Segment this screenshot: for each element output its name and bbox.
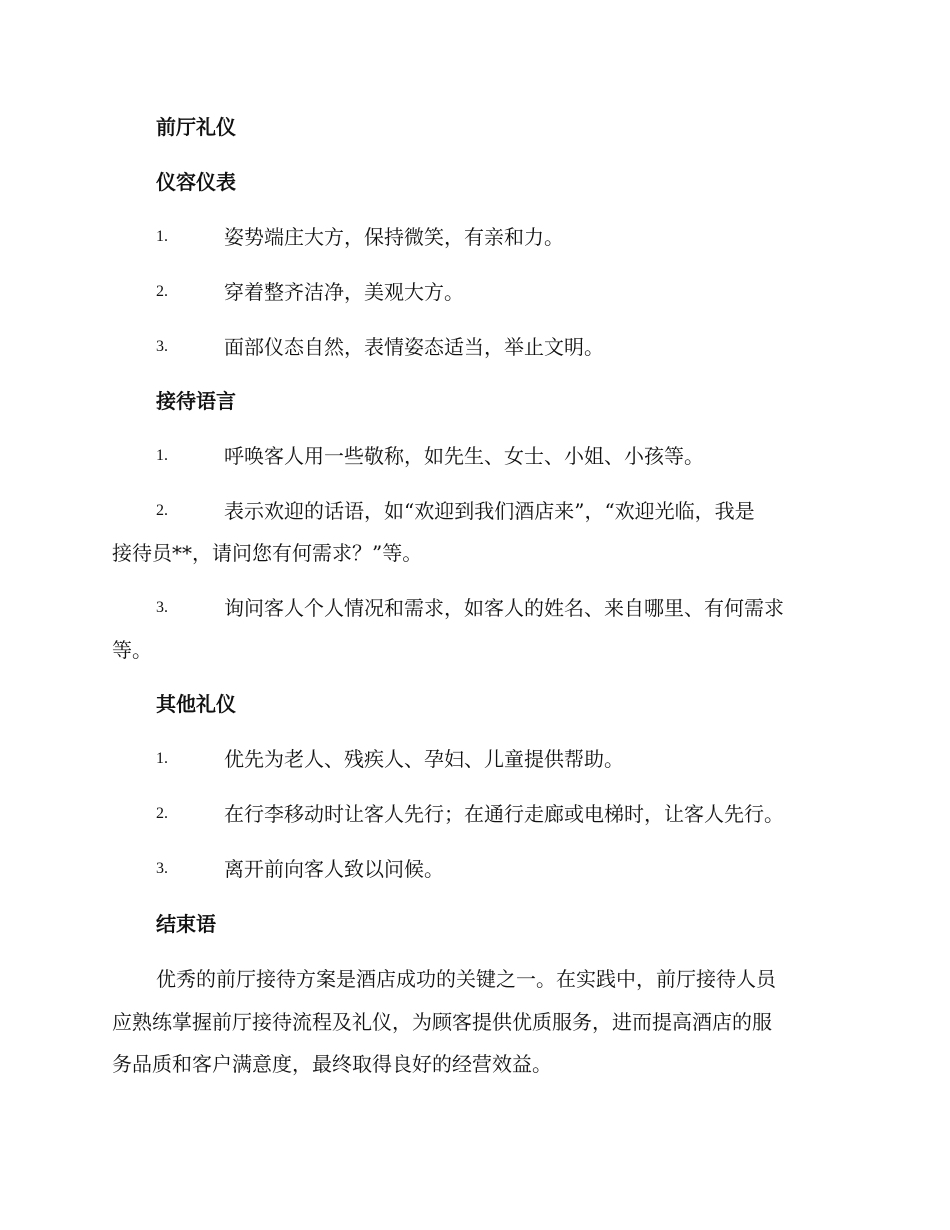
conclusion-paragraph-line: 务品质和客户满意度，最终取得良好的经营效益。 [112, 1052, 552, 1076]
list-item-continuation: 接待员**，请问您有何需求？”等。 [112, 541, 423, 565]
conclusion-heading: 结束语 [156, 912, 216, 936]
list-item-number: 1. [156, 228, 168, 245]
document-title: 前厅礼仪 [156, 115, 236, 139]
list-item-continuation: 等。 [112, 638, 152, 662]
list-item-text: 优先为老人、残疾人、孕妇、儿童提供帮助。 [224, 747, 624, 771]
list-item-text: 表示欢迎的话语，如“欢迎到我们酒店来”，“欢迎光临，我是 [224, 499, 755, 523]
list-item-number: 1. [156, 447, 168, 464]
list-item-number: 3. [156, 599, 168, 616]
list-item-number: 2. [156, 502, 168, 519]
section-heading-other-etiquette: 其他礼仪 [156, 692, 236, 716]
conclusion-paragraph-line: 应熟练掌握前厅接待流程及礼仪，为顾客提供优质服务，进而提高酒店的服 [112, 1010, 772, 1034]
list-item-number: 1. [156, 750, 168, 767]
conclusion-paragraph-line: 优秀的前厅接待方案是酒店成功的关键之一。在实践中，前厅接待人员 [156, 967, 776, 991]
list-item-text: 穿着整齐洁净，美观大方。 [224, 280, 464, 304]
list-item-number: 2. [156, 805, 168, 822]
list-item-number: 3. [156, 338, 168, 355]
list-item-text: 询问客人个人情况和需求，如客人的姓名、来自哪里、有何需求 [224, 596, 784, 620]
list-item-number: 3. [156, 860, 168, 877]
list-item-text: 姿势端庄大方，保持微笑，有亲和力。 [224, 225, 564, 249]
section-heading-reception-language: 接待语言 [156, 389, 236, 413]
list-item-text: 面部仪态自然，表情姿态适当，举止文明。 [224, 335, 604, 359]
list-item-text: 呼唤客人用一些敬称，如先生、女士、小姐、小孩等。 [224, 444, 704, 468]
list-item-text: 在行李移动时让客人先行；在通行走廊或电梯时，让客人先行。 [224, 802, 784, 826]
section-heading-appearance: 仪容仪表 [156, 170, 236, 194]
list-item-number: 2. [156, 283, 168, 300]
list-item-text: 离开前向客人致以问候。 [224, 857, 444, 881]
